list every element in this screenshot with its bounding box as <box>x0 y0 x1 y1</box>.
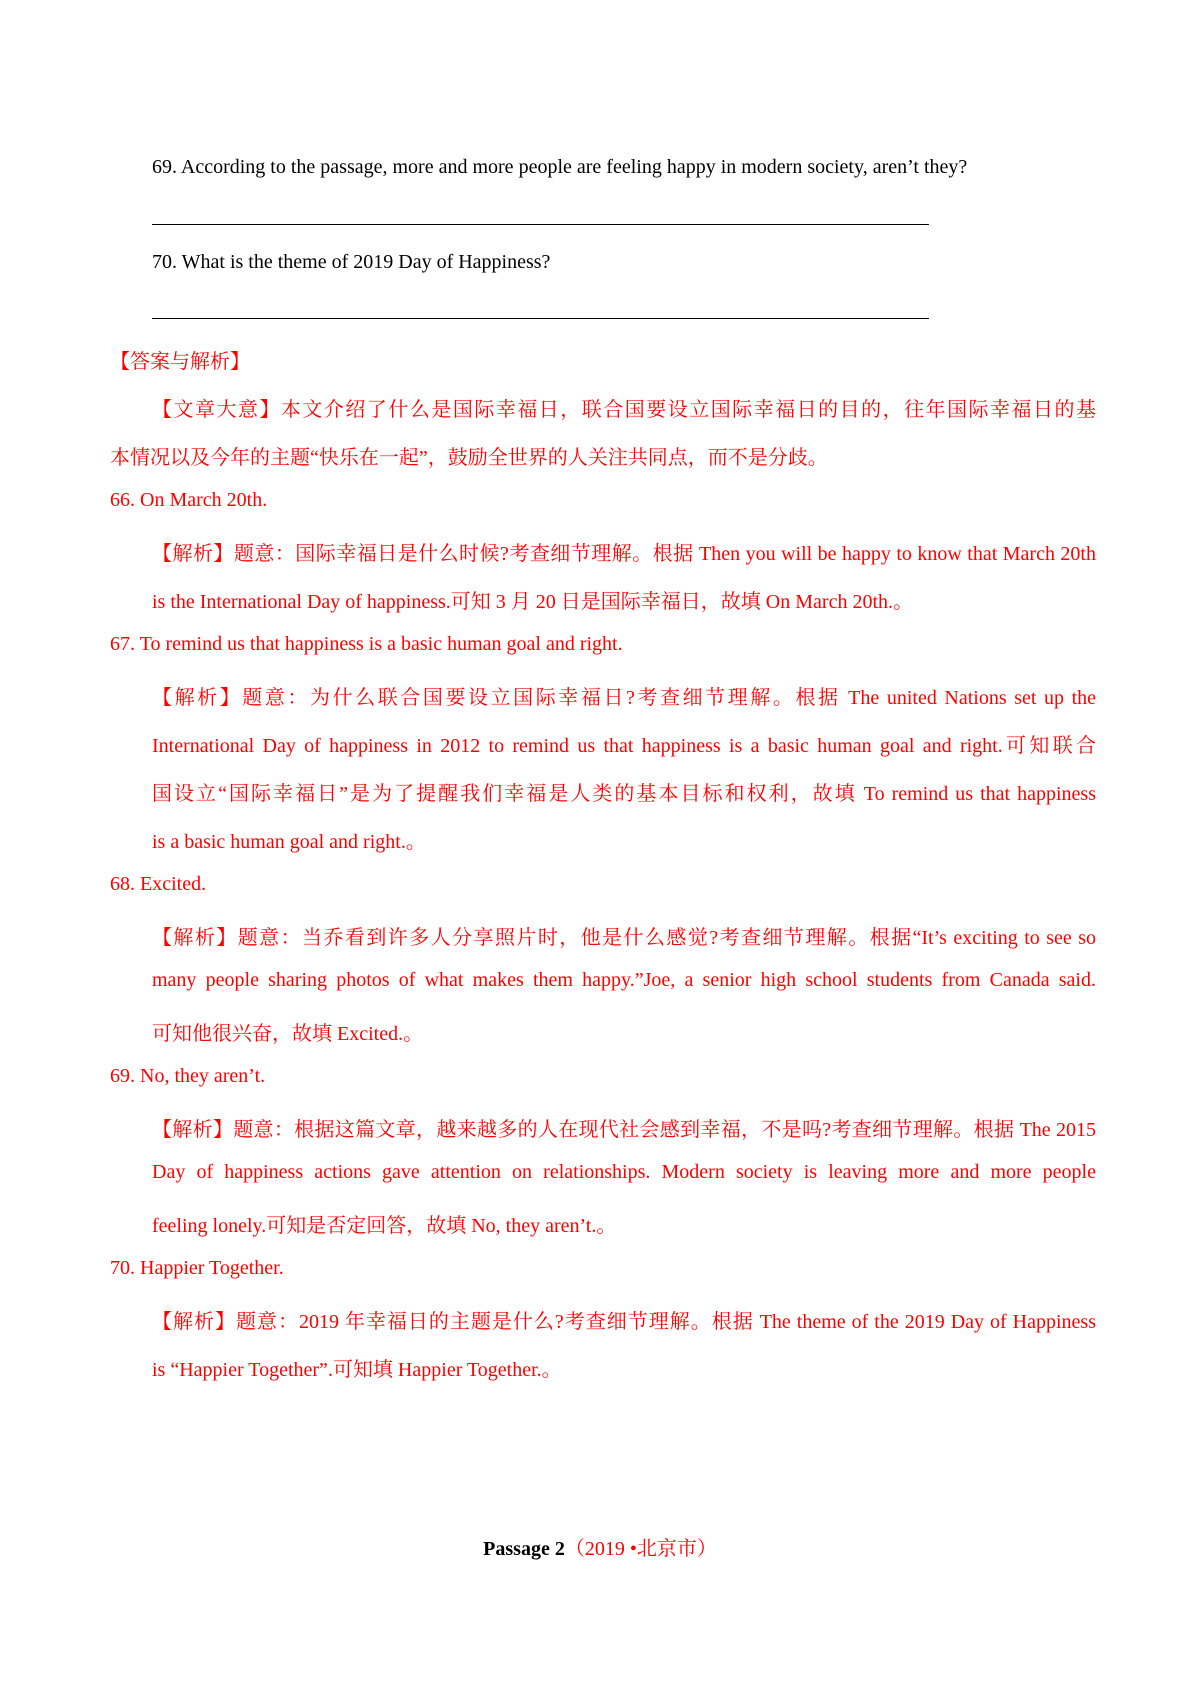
explanation-69-line-3: feeling lonely.可知是否定回答，故填 No, they aren’t.。 <box>152 1215 617 1237</box>
passage-source: （2019 •北京市） <box>564 1538 717 1560</box>
explanation-69-line-1: 【解析】题意：根据这篇文章，越来越多的人在现代社会感到幸福，不是吗?考查细节理解。根据 The 2015 <box>152 1119 1096 1141</box>
explanation-67-line-1: 【解析】题意：为什么联合国要设立国际幸福日?考查细节理解。根据 The united Nations set up the <box>152 687 1096 709</box>
explanation-69-line-2: Day of happiness actions gave attention on relationships. Modern society is leaving more and more people <box>152 1161 1096 1183</box>
explanation-66-line-1: 【解析】题意：国际幸福日是什么时候?考查细节理解。根据 Then you will be happy to know that March 20th <box>152 543 1096 565</box>
passage-label: Passage 2 <box>483 1538 565 1560</box>
answer-68: 68. Excited. <box>110 873 207 895</box>
answer-line-69 <box>152 224 929 225</box>
question-70: 70. What is the theme of 2019 Day of Happiness? <box>152 251 551 273</box>
explanation-68-line-1: 【解析】题意：当乔看到许多人分享照片时，他是什么感觉?考查细节理解。根据“It’s exciting to see so <box>152 927 1096 949</box>
explanation-68-line-3: 可知他很兴奋，故填 Excited.。 <box>152 1023 424 1045</box>
answer-67: 67. To remind us that happiness is a basic human goal and right. <box>110 633 623 655</box>
answer-69: 69. No, they aren’t. <box>110 1065 266 1087</box>
explanation-66-line-2: is the International Day of happiness.可知 3 月 20 日是国际幸福日，故填 On March 20th.。 <box>152 591 914 613</box>
answer-heading: 【答案与解析】 <box>110 351 250 373</box>
passage-footer <box>0 1532 1200 1561</box>
answer-70: 70. Happier Together. <box>110 1257 284 1279</box>
explanation-68-line-2: many people sharing photos of what makes them happy.”Joe, a senior high school students from Canada said. <box>152 969 1096 991</box>
summary-line-2: 本情况以及今年的主题“快乐在一起”，鼓励全世界的人关注共同点，而不是分歧。 <box>110 447 828 469</box>
question-69: 69. According to the passage, more and more people are feeling happy in modern society, aren’t they? <box>152 156 968 178</box>
summary-line-1: 【文章大意】本文介绍了什么是国际幸福日，联合国要设立国际幸福日的目的，往年国际幸福日的基 <box>152 399 1096 421</box>
explanation-70-line-2: is “Happier Together”.可知填 Happier Together.。 <box>152 1359 562 1381</box>
explanation-67-line-2: International Day of happiness in 2012 to remind us that happiness is a basic human goal and right.可知联合 <box>152 735 1096 757</box>
explanation-67-line-3: 国设立“国际幸福日”是为了提醒我们幸福是人类的基本目标和权利，故填 To remind us that happiness <box>152 783 1096 805</box>
explanation-67-line-4: is a basic human goal and right.。 <box>152 831 426 853</box>
explanation-70-line-1: 【解析】题意：2019 年幸福日的主题是什么?考查细节理解。根据 The theme of the 2019 Day of Happiness <box>152 1311 1096 1333</box>
answer-66: 66. On March 20th. <box>110 489 268 511</box>
answer-line-70 <box>152 318 929 319</box>
